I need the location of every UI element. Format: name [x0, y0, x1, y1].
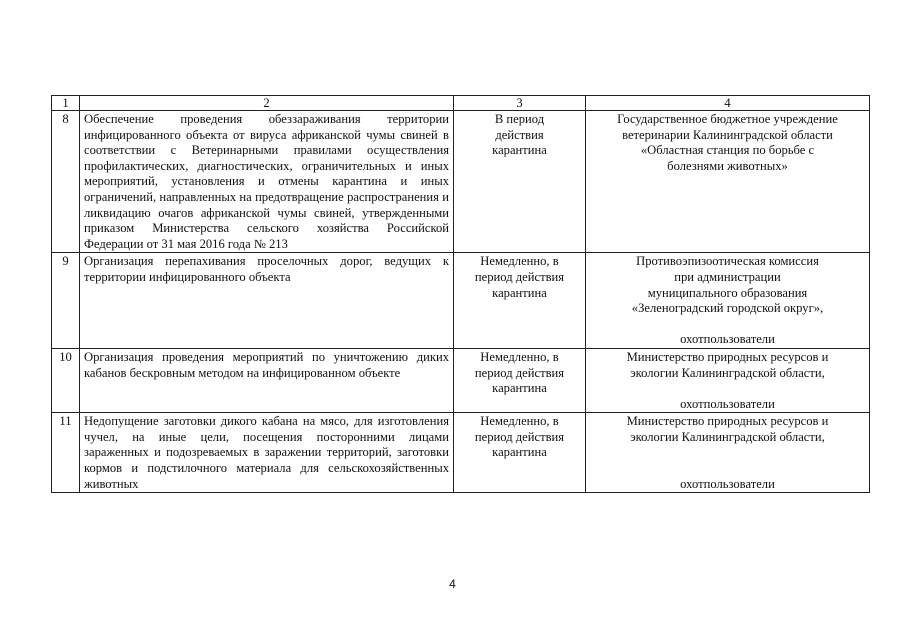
- deadline-line: период действия: [474, 365, 565, 380]
- deadline-line: карантина: [492, 143, 547, 158]
- responsible-line: «Зеленоградский городской округ»,: [631, 301, 824, 316]
- responsible-line: Противоэпизоотическая комиссия: [636, 254, 819, 269]
- row-number: 10: [52, 348, 80, 412]
- responsible-line: экологии Калининградской области,: [630, 365, 825, 380]
- row-number: 11: [52, 413, 80, 493]
- header-col-4: 4: [586, 96, 870, 111]
- responsible-cell: [586, 253, 870, 349]
- action-description: Недопущение заготовки дикого кабана на мясо, для изготовления чучел, на иные цели, посещения посторонними лицами зараженных и подозреваемых в заражении территорий, заготовки кормов и подстилочного материала для сельскохозяйственных животных: [80, 413, 454, 493]
- deadline-cell: [454, 111, 586, 253]
- responsible-line: охотпользователи: [680, 332, 775, 347]
- deadline-line: Немедленно, в: [480, 254, 559, 269]
- row-number: 9: [52, 253, 80, 349]
- responsible-line: Государственное бюджетное учреждение: [617, 112, 838, 126]
- header-col-3: 3: [454, 96, 586, 111]
- responsible-line: Министерство природных ресурсов и: [626, 414, 829, 429]
- deadline-line: период действия: [474, 429, 565, 444]
- responsible-line: муниципального образования: [647, 285, 808, 300]
- responsible-cell: [586, 348, 870, 412]
- row-number: 8: [52, 111, 80, 253]
- deadline-cell: [454, 413, 586, 493]
- table-row: [52, 253, 870, 349]
- deadline-cell: [454, 348, 586, 412]
- responsible-line: при администрации: [674, 269, 781, 284]
- deadline-line: карантина: [492, 285, 547, 300]
- responsible-cell: [586, 413, 870, 493]
- header-col-2: 2: [80, 96, 454, 111]
- responsible-line: «Областная станция по борьбе с: [640, 143, 815, 158]
- page-number: 4: [449, 577, 456, 591]
- responsible-line: охотпользователи: [680, 476, 775, 491]
- responsible-line: болезнями животных»: [667, 158, 788, 173]
- deadline-line: карантина: [492, 381, 547, 396]
- measures-table: [51, 95, 870, 493]
- deadline-line: Немедленно, в: [480, 349, 559, 364]
- responsible-line: [590, 461, 865, 477]
- deadline-line: действия: [495, 127, 544, 142]
- table-row: [52, 413, 870, 493]
- deadline-line: карантина: [492, 445, 547, 460]
- responsible-line: охотпользователи: [680, 396, 775, 411]
- deadline-cell: [454, 253, 586, 349]
- header-col-1: 1: [52, 96, 80, 111]
- measures-table-body: [52, 96, 870, 493]
- responsible-line: [590, 381, 865, 397]
- action-description: Организация проведения мероприятий по уничтожению диких кабанов бескровным методом на инфицированном объекте: [80, 348, 454, 412]
- deadline-line: В период: [494, 112, 545, 126]
- responsible-line: экологии Калининградской области,: [630, 429, 825, 444]
- responsible-line: Министерство природных ресурсов и: [626, 349, 829, 364]
- table-row: [52, 348, 870, 412]
- responsible-line: [590, 317, 865, 333]
- header-row: [52, 96, 870, 111]
- deadline-line: период действия: [474, 269, 565, 284]
- responsible-line: [590, 445, 865, 461]
- deadline-line: Немедленно, в: [480, 414, 559, 429]
- responsible-cell: [586, 111, 870, 253]
- responsible-line: ветеринарии Калининградской области: [622, 127, 833, 142]
- action-description: Организация перепахивания проселочных дорог, ведущих к территории инфицированного объекта: [80, 253, 454, 349]
- table-row: [52, 111, 870, 253]
- action-description: Обеспечение проведения обеззараживания территории инфицированного объекта от вируса африканской чумы свиней в соответствии с Ветеринарными правилами осуществления профилактических, диагностических, ограничительных и иных мероприятий, установления и отмены карантина и иных ограничений, направленных на предотвращение распространения и ликвидацию очагов африканской чумы свиней, утвержденными приказом Министерства сельского хозяйства Российской Федерации от 31 мая 2016 года № 213: [80, 111, 454, 253]
